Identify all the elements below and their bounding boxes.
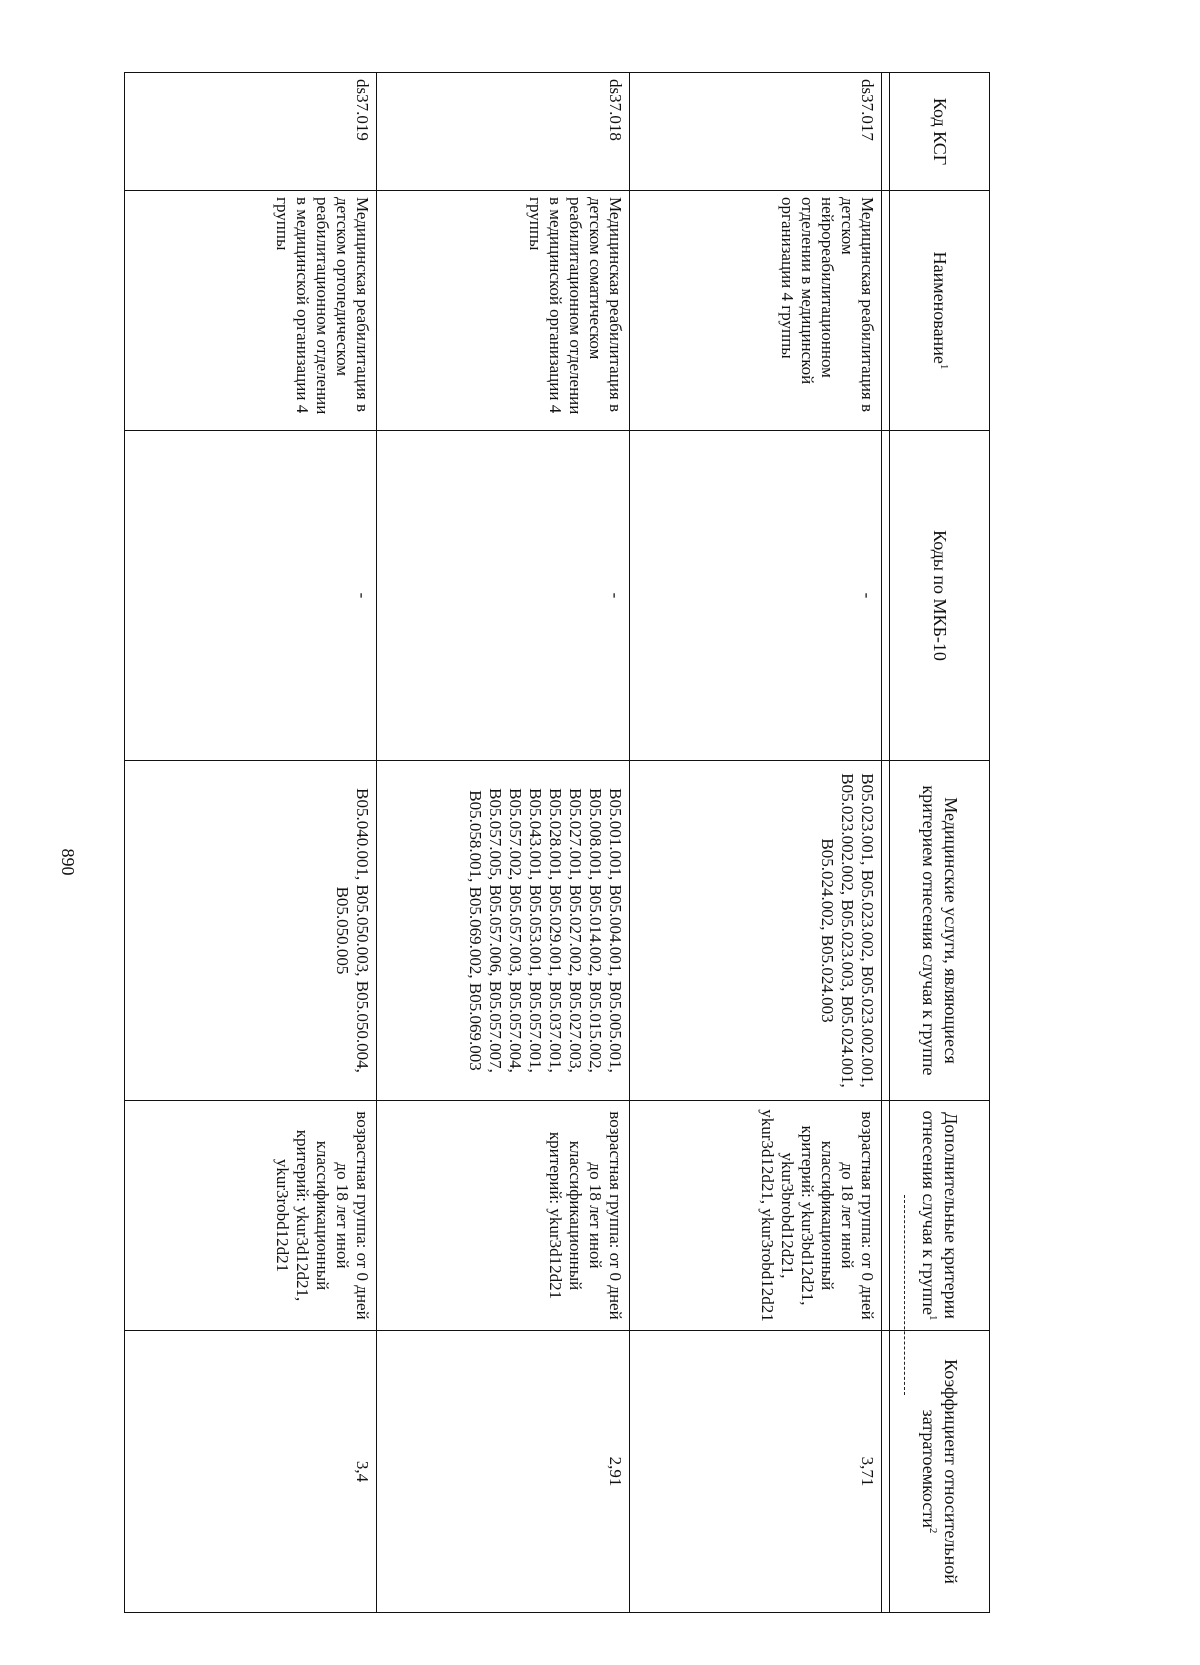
cell-code: ds37.017 — [629, 73, 881, 191]
cell-coef: 3,71 — [629, 1331, 881, 1613]
table-row — [629, 73, 881, 1613]
table-spacer-row — [882, 73, 889, 1613]
cell-icd: - — [629, 431, 881, 761]
header-coef: Коэффициент относительной затратоемкости$^2$ — [889, 1331, 989, 1613]
cell-coef: 3,4 — [125, 1331, 377, 1613]
cell-criteria: возрастная группа: от 0 дней до 18 лет иной классификационный критерий: ykur3bd12d21, ykur3brobd12d21, ykur3d12d21, ykur3robd12d21 — [629, 1101, 881, 1331]
cell-icd: - — [377, 431, 629, 761]
header-icd: Коды по МКБ-10 — [889, 431, 989, 761]
table-header-row — [889, 73, 989, 1613]
table-row — [125, 73, 377, 1613]
cell-coef: 2,91 — [377, 1331, 629, 1613]
header-criteria: Дополнительные критерии отнесения случая к группе$^1$ — [889, 1101, 989, 1331]
page-number: 890 — [58, 848, 78, 876]
table-row — [377, 73, 629, 1613]
cell-criteria: возрастная группа: от 0 дней до 18 лет иной классификационный критерий: ykur3d12d21 — [377, 1101, 629, 1331]
cell-services: B05.040.001, B05.050.003, B05.050.004, B05.050.005 — [125, 761, 377, 1101]
cell-code: ds37.018 — [377, 73, 629, 191]
cell-name: Медицинская реабилитация в детском нейрореабилитационном отделении в медицинской организации 4 группы — [629, 191, 881, 431]
cell-services: B05.001.001, B05.004.001, B05.005.001, B05.008.001, B05.014.002, B05.015.002, B05.027.001, B05.027.002, B05.027.003, B05.028.001, B05.029.001, B05.037.001, B05.043.001, B05.053.001, B05.057.001, B05.057.002, B05.057.003, B05.057.004, B05.057.005, B05.057.006, B05.057.007, B05.058.001, B05.069.002, B05.069.003 — [377, 761, 629, 1101]
header-name: Наименование$^1$ — [889, 191, 989, 431]
cell-services: B05.023.001, B05.023.002, B05.023.002.001, B05.023.002.002, B05.023.003, B05.024.001, B05.024.002, B05.024.003 — [629, 761, 881, 1101]
cell-name: Медицинская реабилитация в детском соматическом реабилитационном отделении в медицинской организации 4 группы — [377, 191, 629, 431]
cell-icd: - — [125, 431, 377, 761]
cell-name: Медицинская реабилитация в детском ортопедическом реабилитационном отделении в медицинской организации 4 группы — [125, 191, 377, 431]
header-code: Код КСГ — [889, 73, 989, 191]
header-services: Медицинские услуги, являющиеся критерием отнесения случая к группе — [889, 761, 989, 1101]
cell-code: ds37.019 — [125, 73, 377, 191]
ksg-table — [124, 72, 990, 1613]
rotated-table-container — [124, 72, 990, 1612]
cell-criteria: возрастная группа: от 0 дней до 18 лет иной классификационный критерий: ykur3d12d21, ykur3robd12d21 — [125, 1101, 377, 1331]
